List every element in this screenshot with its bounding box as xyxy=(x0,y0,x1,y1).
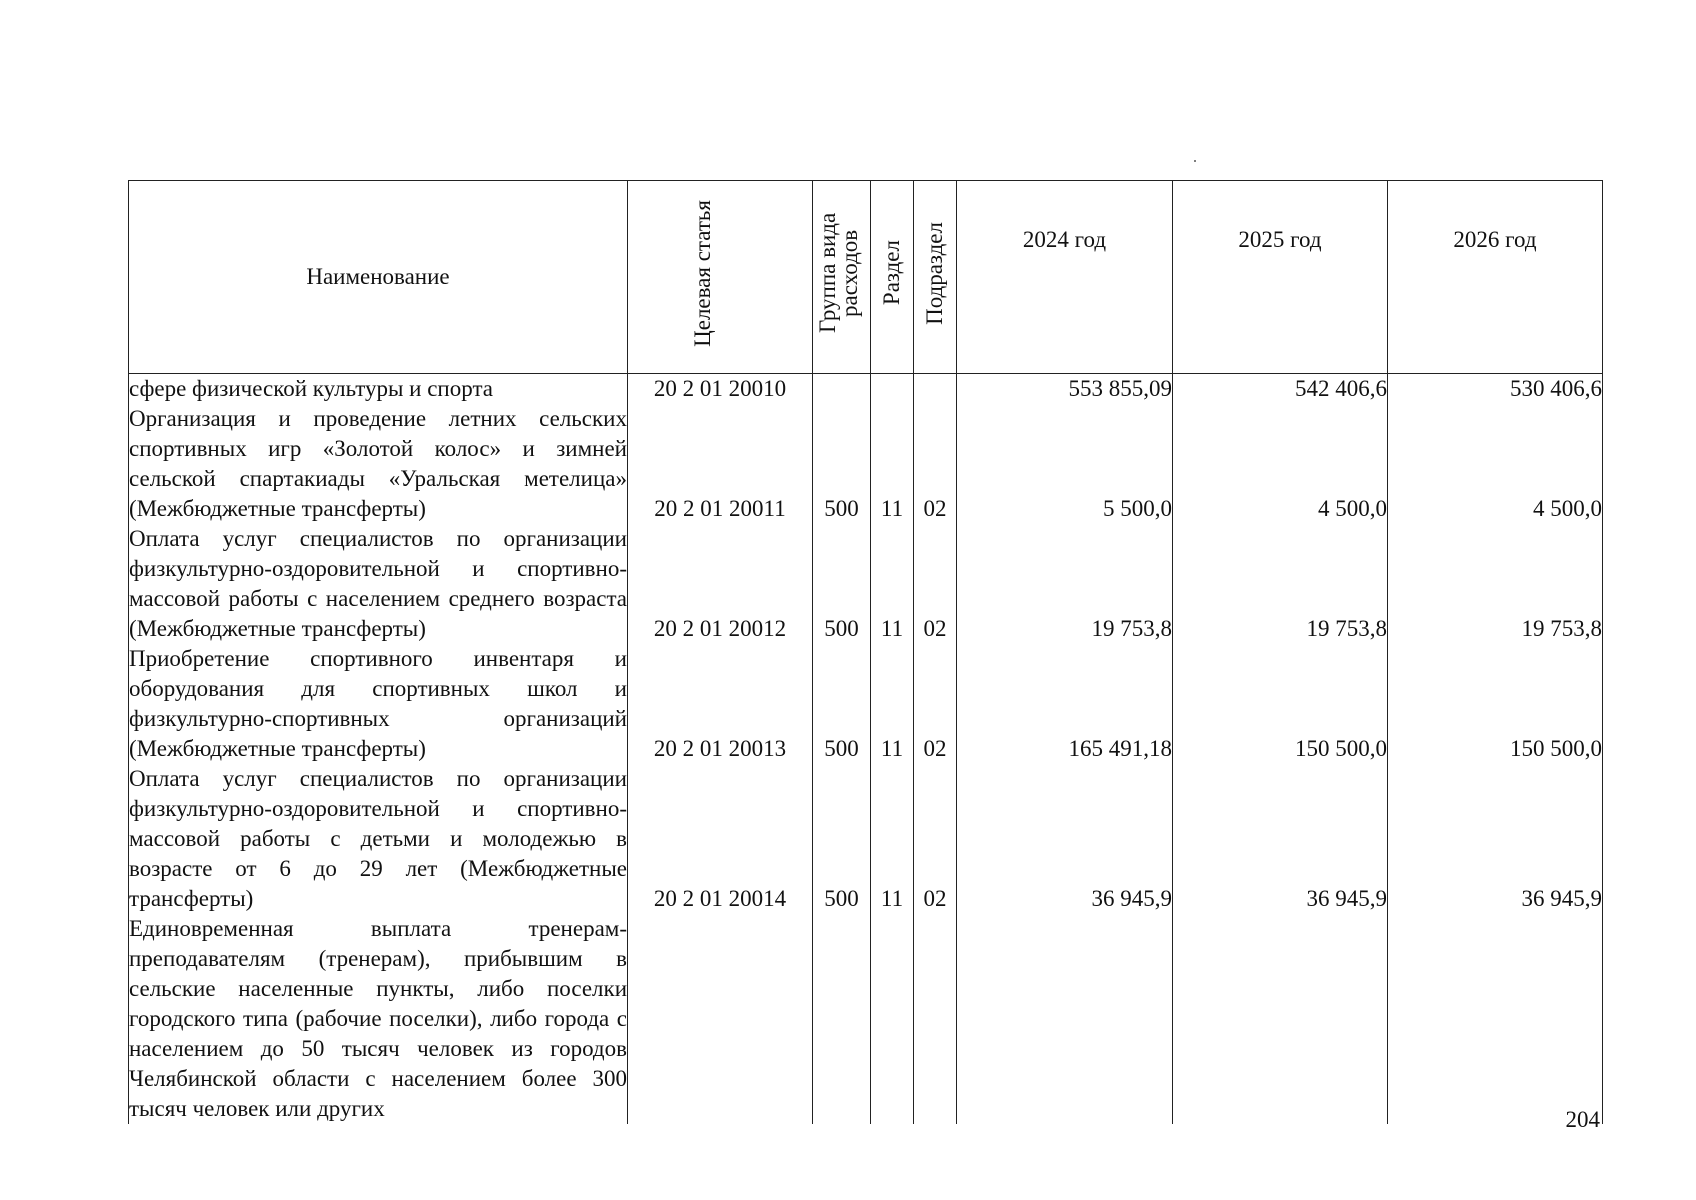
row-subsection-cell: 02 xyxy=(914,764,957,914)
row-2026-cell: 150 500,0 xyxy=(1388,644,1603,764)
header-2026: 2026 год xyxy=(1388,181,1603,374)
table-row xyxy=(129,644,1603,764)
row-2025-cell: 36 945,9 xyxy=(1173,764,1388,914)
row-2024-cell: 553 855,09 xyxy=(957,374,1173,405)
row-name-cell: сфере физической культуры и спорта xyxy=(129,374,628,405)
row-2025-cell xyxy=(1173,914,1388,1124)
header-section: Раздел xyxy=(871,181,914,374)
row-subsection-cell: 02 xyxy=(914,524,957,644)
row-subsection-cell xyxy=(914,914,957,1124)
row-target-cell: 20 2 01 20011 xyxy=(628,404,813,524)
header-subsection: Подраздел xyxy=(914,181,957,374)
row-2024-cell xyxy=(957,914,1173,1124)
table-body xyxy=(129,374,1603,1125)
row-2025-cell: 4 500,0 xyxy=(1173,404,1388,524)
row-subsection-cell: 02 xyxy=(914,644,957,764)
row-2024-cell: 165 491,18 xyxy=(957,644,1173,764)
header-name: Наименование xyxy=(129,181,628,374)
row-section-cell: 11 xyxy=(871,524,914,644)
row-2024-cell: 5 500,0 xyxy=(957,404,1173,524)
row-subsection-cell: 02 xyxy=(914,404,957,524)
row-subsection-cell xyxy=(914,374,957,405)
row-target-cell: 20 2 01 20014 xyxy=(628,764,813,914)
header-expense-group: Группа вида расходов xyxy=(813,181,871,374)
row-target-cell: 20 2 01 20010 xyxy=(628,374,813,405)
table-row xyxy=(129,764,1603,914)
row-2026-cell xyxy=(1388,914,1603,1124)
table-row xyxy=(129,374,1603,405)
table-row xyxy=(129,524,1603,644)
row-section-cell: 11 xyxy=(871,764,914,914)
row-2024-cell: 36 945,9 xyxy=(957,764,1173,914)
row-target-cell: 20 2 01 20012 xyxy=(628,524,813,644)
row-group-cell xyxy=(813,374,871,405)
row-2026-cell: 4 500,0 xyxy=(1388,404,1603,524)
row-name-cell: Оплата услуг специалистов по организации физкультурно-оздоровительной и спортивно-массовой работы с населением среднего возраста (Межбюджетные трансферты) xyxy=(129,524,628,644)
header-2024: 2024 год xyxy=(957,181,1173,374)
row-section-cell: 11 xyxy=(871,404,914,524)
row-group-cell xyxy=(813,914,871,1124)
row-2025-cell: 150 500,0 xyxy=(1173,644,1388,764)
row-group-cell: 500 xyxy=(813,524,871,644)
row-section-cell xyxy=(871,914,914,1124)
row-target-cell xyxy=(628,914,813,1124)
row-group-cell: 500 xyxy=(813,764,871,914)
row-2025-cell: 542 406,6 xyxy=(1173,374,1388,405)
row-2024-cell: 19 753,8 xyxy=(957,524,1173,644)
row-group-cell: 500 xyxy=(813,644,871,764)
row-name-cell: Организация и проведение летних сельских спортивных игр «Золотой колос» и зимней сельской спартакиады «Уральская метелица» (Межбюджетные трансферты) xyxy=(129,404,628,524)
row-2025-cell: 19 753,8 xyxy=(1173,524,1388,644)
row-section-cell: 11 xyxy=(871,644,914,764)
table-row xyxy=(129,914,1603,1124)
row-target-cell: 20 2 01 20013 xyxy=(628,644,813,764)
budget-table xyxy=(128,180,1603,1124)
row-name-cell: Приобретение спортивного инвентаря и оборудования для спортивных школ и физкультурно-спортивных организаций (Межбюджетные трансферты) xyxy=(129,644,628,764)
page-number: 204 xyxy=(1565,1107,1600,1132)
table-row xyxy=(129,404,1603,524)
row-2026-cell: 530 406,6 xyxy=(1388,374,1603,405)
scan-speck xyxy=(1194,160,1196,162)
row-section-cell xyxy=(871,374,914,405)
row-name-cell: Оплата услуг специалистов по организации физкультурно-оздоровительной и спортивно-массовой работы с детьми и молодежью в возрасте от 6 до 29 лет (Межбюджетные трансферты) xyxy=(129,764,628,914)
table-header-row xyxy=(129,181,1603,374)
row-group-cell: 500 xyxy=(813,404,871,524)
header-2025: 2025 год xyxy=(1173,181,1388,374)
header-target-article: Целевая статья xyxy=(628,181,813,374)
row-name-cell: Единовременная выплата тренерам-преподавателям (тренерам), прибывшим в сельские населенные пункты, либо поселки городского типа (рабочие поселки), либо города с населением до 50 тысяч человек из городов Челябинской области с населением более 300 тысяч человек или других xyxy=(129,914,628,1124)
row-2026-cell: 19 753,8 xyxy=(1388,524,1603,644)
row-2026-cell: 36 945,9 xyxy=(1388,764,1603,914)
